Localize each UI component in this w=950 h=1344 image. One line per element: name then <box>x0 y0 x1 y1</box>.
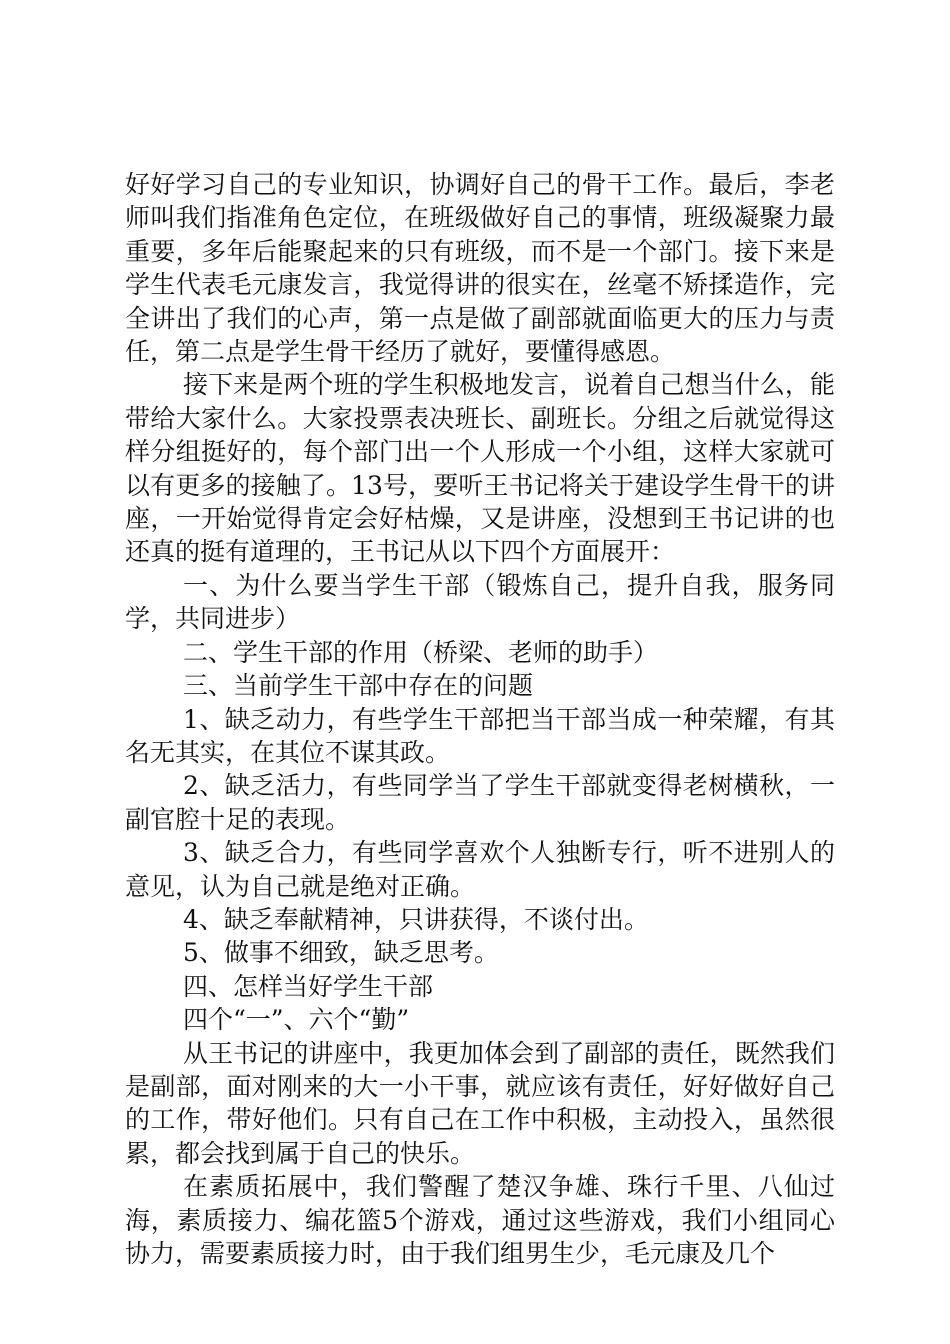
paragraph-3: 一、为什么要当学生干部（锻炼自己，提升自我，服务同学，共同进步） <box>125 570 835 634</box>
paragraph-8: 3、缺乏合力，有些同学喜欢个人独断专行，听不进别人的意见，认为自己就是绝对正确。 <box>125 838 835 901</box>
paragraph-4: 二、学生干部的作用（桥梁、老师的助手） <box>183 637 659 667</box>
paragraph-5: 三、当前学生干部中存在的问题 <box>183 671 534 701</box>
paragraph-14: 在素质拓展中，我们警醒了楚汉争雄、珠行千里、八仙过海，素质接力、编花篮5个游戏，通过这些游戏，我们小组同心协力，需要素质接力时，由于我们组男生少，毛元康及几个 <box>125 1172 835 1268</box>
paragraph-1: 好好学习自己的专业知识，协调好自己的骨干工作。最后，李老师叫我们指准角色定位，在班级做好自己的事情，班级凝聚力最重要，多年后能聚起来的只有班级，而不是一个部门。接下来是学生代表毛元康发言，我觉得讲的很实在，丝毫不矫揉造作，完全讲出了我们的心声，第一点是做了副部就面临更大的压力与责任，第二点是学生骨干经历了就好，要懂得感恩。 <box>125 170 835 367</box>
paragraph-11: 四、怎样当好学生干部 <box>183 971 434 1001</box>
paragraph-6: 1、缺乏动力，有些学生干部把当干部当成一种荣耀，有其名无其实，在其位不谋其政。 <box>125 704 835 767</box>
paragraph-9: 4、缺乏奉献精神，只讲获得，不谈付出。 <box>183 904 649 934</box>
paragraph-12: 四个“一”、六个“勤” <box>183 1005 410 1035</box>
document-body <box>125 168 835 1270</box>
paragraph-10: 5、做事不细致，缺乏思考。 <box>183 938 499 968</box>
paragraph-2: 接下来是两个班的学生积极地发言，说着自己想当什么，能带给大家什么。大家投票表决班长、副班长。分组之后就觉得这样分组挺好的，每个部门出一个人形成一个小组，这样大家就可以有更多的接触了。13号，要听王书记将关于建设学生骨干的讲座，一开始觉得肯定会好枯燥，又是讲座，没想到王书记讲的也还真的挺有道理的，王书记从以下四个方面展开： <box>125 370 835 567</box>
paragraph-13: 从王书记的讲座中，我更加体会到了副部的责任，既然我们是副部，面对刚来的大一小干事，就应该有责任，好好做好自己的工作，带好他们。只有自己在工作中积极，主动投入，虽然很累，都会找到属于自己的快乐。 <box>125 1038 835 1168</box>
paragraph-7: 2、缺乏活力，有些同学当了学生干部就变得老树横秋，一副官腔十足的表现。 <box>125 771 835 834</box>
